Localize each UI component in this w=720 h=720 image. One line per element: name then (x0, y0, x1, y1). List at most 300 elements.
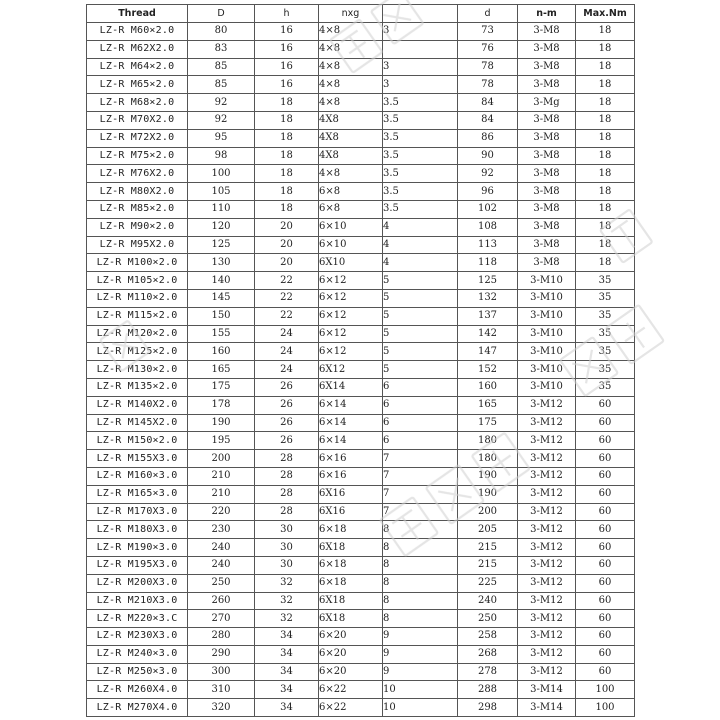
header-slot-depth (383, 5, 458, 23)
cell-slot-nxg: 6×8 (319, 200, 383, 218)
table-row (87, 539, 635, 557)
cell-thread: LZ-R M62X2.0 (87, 40, 188, 58)
cell-outer-diameter: 95 (188, 129, 255, 147)
cell-height: 24 (255, 325, 319, 343)
cell-height: 24 (255, 361, 319, 379)
table-row (87, 610, 635, 628)
cell-thread: LZ-R M130×2.0 (87, 361, 188, 379)
cell-slot-depth: 3.5 (383, 111, 458, 129)
cell-slot-depth: 7 (383, 485, 458, 503)
cell-thread: LZ-R M200X3.0 (87, 574, 188, 592)
table-row (87, 289, 635, 307)
cell-max-torque: 18 (576, 165, 635, 183)
cell-thread: LZ-R M240×3.0 (87, 645, 188, 663)
cell-outer-diameter: 250 (188, 574, 255, 592)
cell-outer-diameter: 92 (188, 94, 255, 112)
cell-thread: LZ-R M68×2.0 (87, 94, 188, 112)
cell-thread: LZ-R M90×2.0 (87, 218, 188, 236)
table-row (87, 218, 635, 236)
cell-outer-diameter: 80 (188, 23, 255, 41)
cell-max-torque: 18 (576, 111, 635, 129)
table-row (87, 307, 635, 325)
cell-slot-nxg: 6×12 (319, 343, 383, 361)
cell-height: 26 (255, 432, 319, 450)
cell-max-torque: 35 (576, 361, 635, 379)
cell-outer-diameter: 165 (188, 361, 255, 379)
cell-inner-diameter: 73 (458, 23, 518, 41)
cell-slot-depth: 6 (383, 414, 458, 432)
header-screw-n-m: n-m (518, 5, 576, 23)
cell-height: 18 (255, 165, 319, 183)
cell-thread: LZ-R M160×3.0 (87, 467, 188, 485)
table-row (87, 450, 635, 468)
cell-inner-diameter: 225 (458, 574, 518, 592)
cell-inner-diameter: 84 (458, 94, 518, 112)
cell-slot-nxg: 6×20 (319, 663, 383, 681)
header-outer-diameter: D (188, 5, 255, 23)
cell-max-torque: 18 (576, 200, 635, 218)
cell-height: 18 (255, 183, 319, 201)
cell-outer-diameter: 270 (188, 610, 255, 628)
cell-outer-diameter: 92 (188, 111, 255, 129)
table-row (87, 378, 635, 396)
cell-thread: LZ-R M110×2.0 (87, 289, 188, 307)
cell-thread: LZ-R M70X2.0 (87, 111, 188, 129)
cell-outer-diameter: 210 (188, 485, 255, 503)
cell-slot-nxg: 6×22 (319, 699, 383, 717)
cell-screw-n-m: 3-M12 (518, 485, 576, 503)
cell-thread: LZ-R M170X3.0 (87, 503, 188, 521)
cell-slot-nxg: 6X18 (319, 610, 383, 628)
table-row (87, 467, 635, 485)
header-slot-nxg: nxg (319, 5, 383, 23)
cell-slot-depth: 6 (383, 396, 458, 414)
table-row (87, 485, 635, 503)
cell-thread: LZ-R M95X2.0 (87, 236, 188, 254)
cell-outer-diameter: 130 (188, 254, 255, 272)
cell-height: 26 (255, 414, 319, 432)
cell-max-torque: 60 (576, 663, 635, 681)
table-row (87, 628, 635, 646)
cell-slot-depth: 3.5 (383, 200, 458, 218)
cell-slot-nxg: 6×20 (319, 645, 383, 663)
cell-thread: LZ-R M85×2.0 (87, 200, 188, 218)
cell-outer-diameter: 190 (188, 414, 255, 432)
cell-slot-depth: 10 (383, 681, 458, 699)
cell-slot-nxg: 6×8 (319, 183, 383, 201)
cell-inner-diameter: 132 (458, 289, 518, 307)
cell-height: 24 (255, 343, 319, 361)
table-row (87, 76, 635, 94)
cell-slot-nxg: 6×12 (319, 325, 383, 343)
cell-inner-diameter: 190 (458, 485, 518, 503)
cell-inner-diameter: 200 (458, 503, 518, 521)
table-row (87, 40, 635, 58)
table-row (87, 272, 635, 290)
cell-outer-diameter: 160 (188, 343, 255, 361)
cell-slot-depth: 7 (383, 503, 458, 521)
table-row (87, 503, 635, 521)
cell-slot-depth (383, 40, 458, 58)
cell-height: 28 (255, 503, 319, 521)
cell-height: 16 (255, 76, 319, 94)
table-row (87, 183, 635, 201)
cell-slot-nxg: 6×12 (319, 307, 383, 325)
cell-thread: LZ-R M64×2.0 (87, 58, 188, 76)
cell-screw-n-m: 3-M8 (518, 23, 576, 41)
cell-outer-diameter: 120 (188, 218, 255, 236)
cell-thread: LZ-R M120×2.0 (87, 325, 188, 343)
cell-thread: LZ-R M150×2.0 (87, 432, 188, 450)
table-row (87, 663, 635, 681)
cell-max-torque: 60 (576, 521, 635, 539)
cell-inner-diameter: 250 (458, 610, 518, 628)
cell-slot-depth: 3 (383, 23, 458, 41)
cell-outer-diameter: 320 (188, 699, 255, 717)
cell-inner-diameter: 205 (458, 521, 518, 539)
cell-thread: LZ-R M145X2.0 (87, 414, 188, 432)
cell-thread: LZ-R M76X2.0 (87, 165, 188, 183)
table-row (87, 521, 635, 539)
cell-max-torque: 35 (576, 343, 635, 361)
cell-screw-n-m: 3-M8 (518, 129, 576, 147)
cell-screw-n-m: 3-M8 (518, 218, 576, 236)
cell-slot-depth: 3.5 (383, 129, 458, 147)
cell-height: 28 (255, 450, 319, 468)
cell-thread: LZ-R M75×2.0 (87, 147, 188, 165)
table-row (87, 414, 635, 432)
cell-slot-depth: 3.5 (383, 165, 458, 183)
cell-screw-n-m: 3-M12 (518, 414, 576, 432)
cell-screw-n-m: 3-M8 (518, 200, 576, 218)
cell-slot-nxg: 6X10 (319, 254, 383, 272)
table-row (87, 556, 635, 574)
cell-slot-depth: 3 (383, 76, 458, 94)
cell-outer-diameter: 240 (188, 539, 255, 557)
cell-slot-depth: 5 (383, 307, 458, 325)
table-row (87, 23, 635, 41)
table-row (87, 147, 635, 165)
cell-thread: LZ-R M65×2.0 (87, 76, 188, 94)
header-inner-diameter: d (458, 5, 518, 23)
cell-outer-diameter: 230 (188, 521, 255, 539)
cell-slot-nxg: 6X18 (319, 592, 383, 610)
cell-height: 32 (255, 574, 319, 592)
cell-max-torque: 18 (576, 40, 635, 58)
cell-outer-diameter: 155 (188, 325, 255, 343)
cell-inner-diameter: 137 (458, 307, 518, 325)
cell-slot-depth: 3.5 (383, 94, 458, 112)
cell-screw-n-m: 3-M14 (518, 699, 576, 717)
cell-screw-n-m: 3-M10 (518, 378, 576, 396)
cell-outer-diameter: 110 (188, 200, 255, 218)
cell-thread: LZ-R M135×2.0 (87, 378, 188, 396)
cell-slot-nxg: 6×18 (319, 521, 383, 539)
cell-height: 18 (255, 94, 319, 112)
cell-screw-n-m: 3-M12 (518, 556, 576, 574)
cell-max-torque: 18 (576, 218, 635, 236)
cell-slot-depth: 8 (383, 610, 458, 628)
cell-slot-depth: 7 (383, 450, 458, 468)
cell-height: 34 (255, 681, 319, 699)
cell-max-torque: 60 (576, 396, 635, 414)
cell-max-torque: 60 (576, 432, 635, 450)
table-row (87, 574, 635, 592)
cell-height: 16 (255, 40, 319, 58)
cell-inner-diameter: 165 (458, 396, 518, 414)
cell-height: 34 (255, 628, 319, 646)
cell-thread: LZ-R M72X2.0 (87, 129, 188, 147)
cell-thread: LZ-R M210X3.0 (87, 592, 188, 610)
cell-outer-diameter: 175 (188, 378, 255, 396)
cell-slot-nxg: 4X8 (319, 111, 383, 129)
cell-inner-diameter: 160 (458, 378, 518, 396)
cell-outer-diameter: 195 (188, 432, 255, 450)
cell-slot-nxg: 4×8 (319, 76, 383, 94)
thread-spec-table (86, 4, 635, 717)
cell-inner-diameter: 215 (458, 539, 518, 557)
table-row (87, 432, 635, 450)
cell-inner-diameter: 288 (458, 681, 518, 699)
cell-slot-nxg: 6X14 (319, 378, 383, 396)
cell-max-torque: 18 (576, 129, 635, 147)
cell-slot-nxg: 6×10 (319, 236, 383, 254)
cell-inner-diameter: 78 (458, 58, 518, 76)
cell-max-torque: 35 (576, 325, 635, 343)
cell-slot-nxg: 4X8 (319, 147, 383, 165)
cell-slot-nxg: 6X12 (319, 361, 383, 379)
table-row (87, 361, 635, 379)
cell-thread: LZ-R M250×3.0 (87, 663, 188, 681)
cell-inner-diameter: 147 (458, 343, 518, 361)
cell-height: 32 (255, 592, 319, 610)
table-row (87, 343, 635, 361)
cell-height: 34 (255, 663, 319, 681)
cell-inner-diameter: 152 (458, 361, 518, 379)
cell-inner-diameter: 84 (458, 111, 518, 129)
cell-outer-diameter: 260 (188, 592, 255, 610)
cell-screw-n-m: 3-M12 (518, 663, 576, 681)
cell-slot-nxg: 6×14 (319, 432, 383, 450)
cell-screw-n-m: 3-M8 (518, 76, 576, 94)
cell-screw-n-m: 3-M10 (518, 289, 576, 307)
cell-slot-depth: 3 (383, 58, 458, 76)
cell-slot-nxg: 6×12 (319, 272, 383, 290)
cell-thread: LZ-R M60×2.0 (87, 23, 188, 41)
cell-outer-diameter: 140 (188, 272, 255, 290)
cell-slot-depth: 4 (383, 254, 458, 272)
cell-height: 18 (255, 147, 319, 165)
cell-inner-diameter: 118 (458, 254, 518, 272)
cell-max-torque: 18 (576, 183, 635, 201)
cell-inner-diameter: 86 (458, 129, 518, 147)
cell-slot-nxg: 6×14 (319, 396, 383, 414)
cell-max-torque: 60 (576, 556, 635, 574)
cell-max-torque: 35 (576, 289, 635, 307)
cell-screw-n-m: 3-M12 (518, 610, 576, 628)
cell-screw-n-m: 3-M10 (518, 272, 576, 290)
cell-height: 28 (255, 467, 319, 485)
cell-max-torque: 100 (576, 681, 635, 699)
cell-height: 18 (255, 200, 319, 218)
cell-inner-diameter: 278 (458, 663, 518, 681)
cell-thread: LZ-R M190×3.0 (87, 539, 188, 557)
cell-thread: LZ-R M140X2.0 (87, 396, 188, 414)
cell-inner-diameter: 90 (458, 147, 518, 165)
cell-screw-n-m: 3-M12 (518, 521, 576, 539)
cell-outer-diameter: 125 (188, 236, 255, 254)
cell-slot-depth: 8 (383, 539, 458, 557)
cell-screw-n-m: 3-M12 (518, 450, 576, 468)
cell-height: 32 (255, 610, 319, 628)
cell-max-torque: 18 (576, 236, 635, 254)
cell-slot-depth: 6 (383, 378, 458, 396)
cell-slot-depth: 4 (383, 218, 458, 236)
cell-screw-n-m: 3-M12 (518, 467, 576, 485)
cell-inner-diameter: 180 (458, 450, 518, 468)
table-row (87, 396, 635, 414)
cell-outer-diameter: 100 (188, 165, 255, 183)
cell-slot-depth: 9 (383, 628, 458, 646)
cell-slot-depth: 5 (383, 272, 458, 290)
cell-inner-diameter: 125 (458, 272, 518, 290)
cell-outer-diameter: 83 (188, 40, 255, 58)
cell-thread: LZ-R M195X3.0 (87, 556, 188, 574)
cell-max-torque: 35 (576, 272, 635, 290)
cell-max-torque: 60 (576, 574, 635, 592)
cell-screw-n-m: 3-M12 (518, 592, 576, 610)
cell-height: 20 (255, 218, 319, 236)
cell-inner-diameter: 92 (458, 165, 518, 183)
cell-height: 20 (255, 254, 319, 272)
table-row (87, 325, 635, 343)
cell-slot-depth: 5 (383, 325, 458, 343)
cell-max-torque: 60 (576, 645, 635, 663)
cell-slot-nxg: 6X16 (319, 503, 383, 521)
cell-screw-n-m: 3-M8 (518, 40, 576, 58)
cell-screw-n-m: 3-M8 (518, 111, 576, 129)
cell-outer-diameter: 210 (188, 467, 255, 485)
cell-outer-diameter: 98 (188, 147, 255, 165)
table-row (87, 111, 635, 129)
cell-height: 34 (255, 699, 319, 717)
table-body (87, 23, 635, 717)
cell-slot-nxg: 4×8 (319, 58, 383, 76)
header-max-torque: Max.Nm (576, 5, 635, 23)
cell-slot-nxg: 4×8 (319, 94, 383, 112)
cell-outer-diameter: 178 (188, 396, 255, 414)
cell-slot-nxg: 4×8 (319, 165, 383, 183)
cell-height: 26 (255, 378, 319, 396)
table-row (87, 645, 635, 663)
header-height: h (255, 5, 319, 23)
header-thread: Thread (87, 5, 188, 23)
cell-max-torque: 100 (576, 699, 635, 717)
cell-screw-n-m: 3-M10 (518, 325, 576, 343)
cell-outer-diameter: 200 (188, 450, 255, 468)
cell-outer-diameter: 290 (188, 645, 255, 663)
cell-height: 34 (255, 645, 319, 663)
table-row (87, 58, 635, 76)
table-row (87, 592, 635, 610)
cell-outer-diameter: 85 (188, 58, 255, 76)
cell-inner-diameter: 180 (458, 432, 518, 450)
table-row (87, 200, 635, 218)
cell-height: 18 (255, 129, 319, 147)
cell-thread: LZ-R M165×3.0 (87, 485, 188, 503)
cell-thread: LZ-R M80X2.0 (87, 183, 188, 201)
cell-slot-nxg: 6×12 (319, 289, 383, 307)
cell-height: 18 (255, 111, 319, 129)
cell-outer-diameter: 85 (188, 76, 255, 94)
header-row (87, 5, 635, 23)
cell-inner-diameter: 240 (458, 592, 518, 610)
cell-max-torque: 35 (576, 378, 635, 396)
cell-height: 22 (255, 307, 319, 325)
cell-height: 16 (255, 58, 319, 76)
cell-max-torque: 60 (576, 485, 635, 503)
cell-outer-diameter: 310 (188, 681, 255, 699)
cell-max-torque: 60 (576, 503, 635, 521)
cell-inner-diameter: 108 (458, 218, 518, 236)
cell-max-torque: 60 (576, 450, 635, 468)
cell-thread: LZ-R M125×2.0 (87, 343, 188, 361)
cell-slot-depth: 8 (383, 556, 458, 574)
cell-slot-nxg: 6X18 (319, 539, 383, 557)
cell-slot-depth: 5 (383, 361, 458, 379)
cell-screw-n-m: 3-M10 (518, 343, 576, 361)
cell-slot-depth: 9 (383, 645, 458, 663)
cell-slot-depth: 8 (383, 574, 458, 592)
cell-slot-nxg: 6×18 (319, 556, 383, 574)
cell-thread: LZ-R M230X3.0 (87, 628, 188, 646)
cell-max-torque: 60 (576, 539, 635, 557)
cell-inner-diameter: 113 (458, 236, 518, 254)
cell-slot-nxg: 6×20 (319, 628, 383, 646)
cell-slot-nxg: 6X16 (319, 485, 383, 503)
cell-screw-n-m: 3-M8 (518, 58, 576, 76)
cell-outer-diameter: 240 (188, 556, 255, 574)
cell-height: 22 (255, 272, 319, 290)
cell-outer-diameter: 105 (188, 183, 255, 201)
cell-slot-depth: 9 (383, 663, 458, 681)
cell-slot-depth: 4 (383, 236, 458, 254)
cell-screw-n-m: 3-M8 (518, 254, 576, 272)
cell-slot-depth: 8 (383, 521, 458, 539)
cell-outer-diameter: 150 (188, 307, 255, 325)
cell-screw-n-m: 3-M8 (518, 183, 576, 201)
cell-thread: LZ-R M180X3.0 (87, 521, 188, 539)
cell-thread: LZ-R M270X4.0 (87, 699, 188, 717)
cell-slot-depth: 5 (383, 343, 458, 361)
cell-height: 30 (255, 539, 319, 557)
table-row (87, 236, 635, 254)
cell-inner-diameter: 142 (458, 325, 518, 343)
cell-max-torque: 18 (576, 58, 635, 76)
cell-height: 26 (255, 396, 319, 414)
table-row (87, 94, 635, 112)
cell-screw-n-m: 3-M8 (518, 165, 576, 183)
cell-screw-n-m: 3-M12 (518, 432, 576, 450)
cell-screw-n-m: 3-M12 (518, 396, 576, 414)
cell-max-torque: 18 (576, 254, 635, 272)
cell-screw-n-m: 3-Mg (518, 94, 576, 112)
cell-slot-nxg: 4×8 (319, 23, 383, 41)
cell-slot-nxg: 4X8 (319, 129, 383, 147)
cell-thread: LZ-R M220×3.C (87, 610, 188, 628)
cell-max-torque: 18 (576, 23, 635, 41)
table-row (87, 129, 635, 147)
